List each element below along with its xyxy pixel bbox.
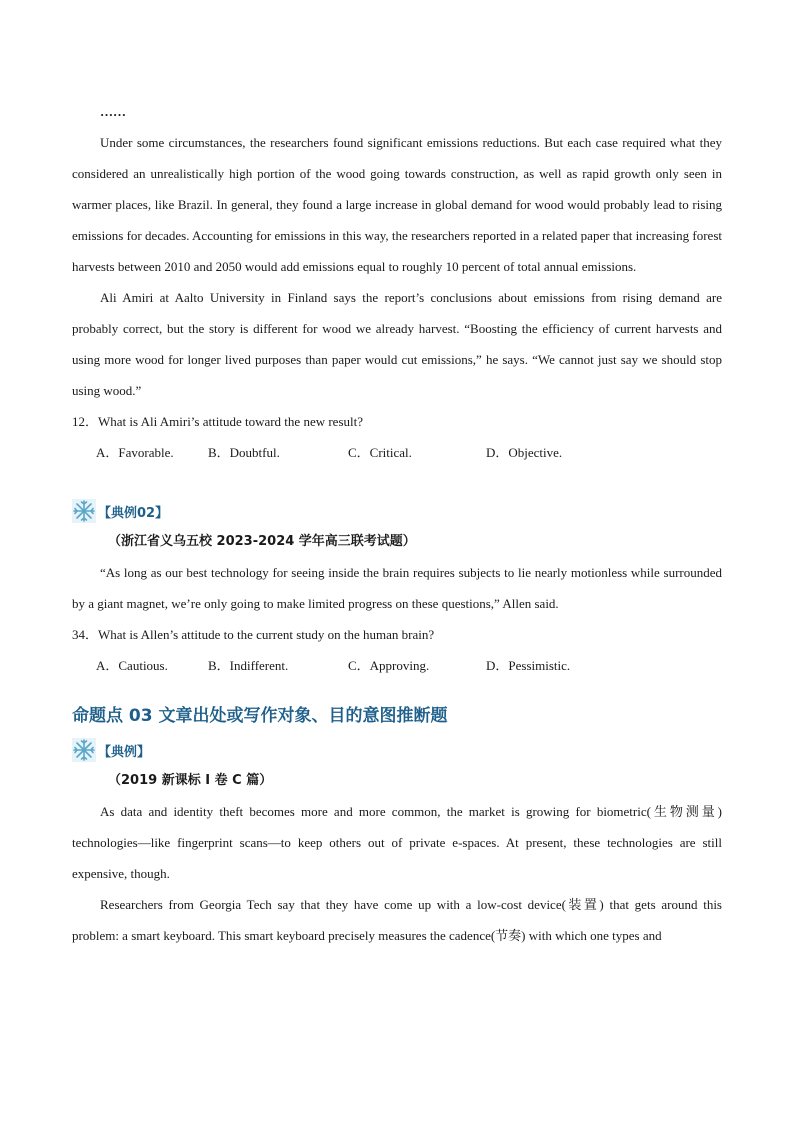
- ellipsis: ……: [100, 104, 126, 119]
- option-a: A．Favorable.: [96, 445, 174, 460]
- example-label: 【典例】: [98, 744, 151, 760]
- section-title: 命题点 03 文章出处或写作对象、目的意图推断题: [72, 706, 448, 726]
- example-source: （2019 新课标 I 卷 C 篇）: [108, 773, 273, 788]
- example-header: [72, 735, 722, 765]
- option-d: D．Pessimistic.: [486, 658, 571, 673]
- option-a: A．Cautious.: [96, 658, 168, 673]
- example-paragraph: “As long as our best technology for seeing inside the brain requires subjects to lie nearly motionless while surrounded by a giant magnet, we’re only going to make limited progress on these questions,” Allen said.: [72, 565, 722, 611]
- options-34: [96, 650, 722, 681]
- option-c: C．Critical.: [348, 445, 412, 460]
- passage-paragraph: Under some circumstances, the researchers found significant emissions reductions. But each case required what they considered an unrealistically high portion of the wood going towards construction, as well as rapid growth only seen in warmer places, like Brazil. In general, they found a large increase in global demand for wood would probably lead to rising emissions for decades. Accounting for emissions in this way, the researchers reported in a related paper that increasing forest harvests between 2010 and 2050 would add emissions equal to roughly 10 percent of total annual emissions.: [72, 135, 722, 274]
- option-c: C．Approving.: [348, 658, 430, 673]
- question-12: 12．What is Ali Amiri’s attitude toward the new result?: [72, 414, 364, 429]
- option-d: D．Objective.: [486, 445, 563, 460]
- question-34: 34．What is Allen’s attitude to the current study on the human brain?: [72, 627, 435, 642]
- example-paragraph: Researchers from Georgia Tech say that they have come up with a low-cost device(装置) that gets around this problem: a smart keyboard. This smart keyboard precisely measures the cadence(节奏) with which one types and: [72, 897, 722, 943]
- snowflake-icon: [72, 499, 96, 523]
- options-12: [96, 437, 722, 468]
- option-b: B．Indifferent.: [208, 658, 289, 673]
- example-header: [72, 496, 722, 526]
- example-paragraph: As data and identity theft becomes more and more common, the market is growing for biometric(生物测量) technologies—like fingerprint scans—to keep others out of private e-spaces. At present, these technologies are still expensive, though.: [72, 804, 722, 881]
- document-page: [72, 96, 722, 951]
- option-b: B．Doubtful.: [208, 445, 280, 460]
- snowflake-icon: [72, 738, 96, 762]
- example-source: （浙江省义乌五校 2023-2024 学年高三联考试题）: [108, 534, 416, 549]
- passage-paragraph: Ali Amiri at Aalto University in Finland says the report’s conclusions about emissions from rising demand are probably correct, but the story is different for wood we already harvest. “Boosting the efficiency of current harvests and using more wood for longer lived purposes than paper would cut emissions,” he says. “We cannot just say we should stop using wood.”: [72, 290, 722, 398]
- example-label: 【典例02】: [98, 505, 169, 521]
